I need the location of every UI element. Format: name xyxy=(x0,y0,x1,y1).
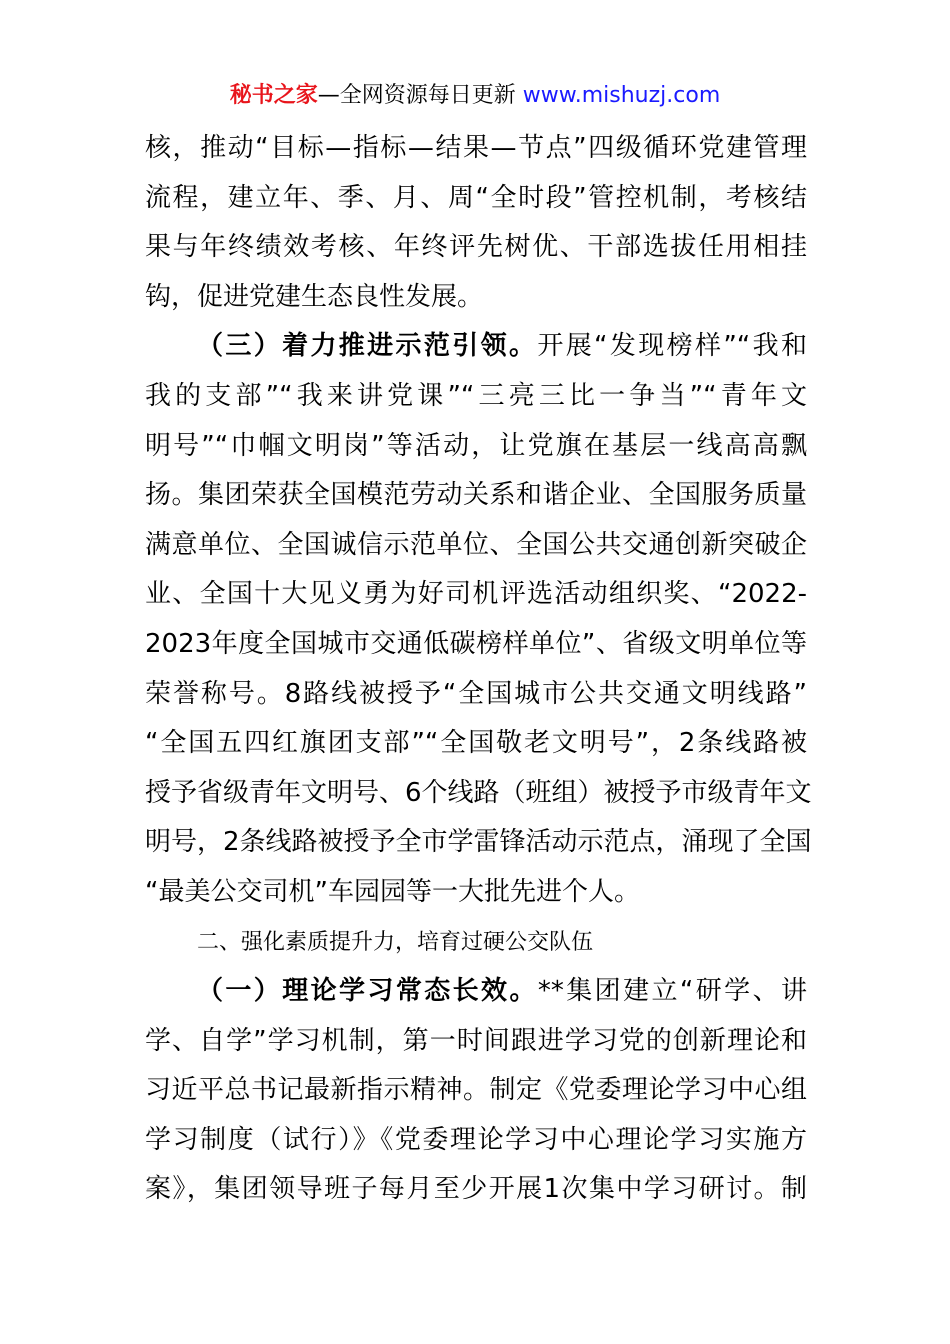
brand-name: 秘书之家 xyxy=(229,83,318,108)
paragraph-first-line xyxy=(145,322,807,372)
text-line: 案》，集团领导班子每月至少开展1次集中学习研讨。制 xyxy=(145,1174,807,1205)
text-span: 开展“发现榜样”“我和 xyxy=(537,331,807,362)
header-url-link[interactable]: www.mishuzj.com xyxy=(522,83,721,108)
text-line: 明号”“巾帼文明岗”等活动，让党旗在基层一线高高飘 xyxy=(145,430,807,461)
text-line: 业、全国十大见义勇为好司机评选活动组织奖、“2022- xyxy=(145,579,807,610)
text-line: 学习制度（试行）》《党委理论学习中心理论学习实施方 xyxy=(145,1124,807,1155)
text-line: 明号，2条线路被授予全市学雷锋活动示范点，涌现了全国 xyxy=(145,827,812,858)
page-header xyxy=(0,80,950,112)
text-line: 流程，建立年、季、月、周“全时段”管控机制，考核结 xyxy=(145,182,807,213)
text-line: 满意单位、全国诚信示范单位、全国公共交通创新突破企 xyxy=(145,529,807,560)
text-line: 习近平总书记最新指示精神。制定《党委理论学习中心组 xyxy=(145,1075,807,1106)
text-line: 学、自学”学习机制，第一时间跟进学习党的创新理论和 xyxy=(145,1025,807,1056)
text-line: 荣誉称号。8路线被授予“全国城市公共交通文明线路” xyxy=(145,678,807,709)
paragraph-first-line xyxy=(145,967,807,1017)
text-line: “最美公交司机”车园园等一大批先进个人。 xyxy=(145,876,640,907)
section-title: 二、强化素质提升力，培育过硬公交队伍 xyxy=(197,929,594,955)
paragraph-heading: （三）着力推进示范引领。 xyxy=(197,331,538,362)
text-line: 我的支部”“我来讲党课”“三亮三比一争当”“青年文 xyxy=(145,380,807,411)
text-line: 核，推动“目标—指标—结果—节点”四级循环党建管理 xyxy=(145,133,807,163)
text-line: 扬。集团荣获全国模范劳动关系和谐企业、全国服务质量 xyxy=(145,480,807,511)
text-line: 2023年度全国城市交通低碳榜样单位”、省级文明单位等 xyxy=(145,628,807,659)
text-line: 果与年终绩效考核、年终评先树优、干部选拔任用相挂 xyxy=(145,232,807,263)
header-tagline: —全网资源每日更新 xyxy=(317,83,516,108)
text-line: “全国五四红旗团支部”“全国敬老文明号”，2条线路被 xyxy=(145,728,807,759)
text-line: 钩，促进党建生态良性发展。 xyxy=(145,281,484,312)
paragraph-heading: （一）理论学习常态长效。 xyxy=(197,976,538,1007)
text-span: **集团建立“研学、讲 xyxy=(537,976,807,1007)
document-body xyxy=(145,124,812,1215)
text-line: 授予省级青年文明号、6个线路（班组）被授予市级青年文 xyxy=(145,777,812,808)
